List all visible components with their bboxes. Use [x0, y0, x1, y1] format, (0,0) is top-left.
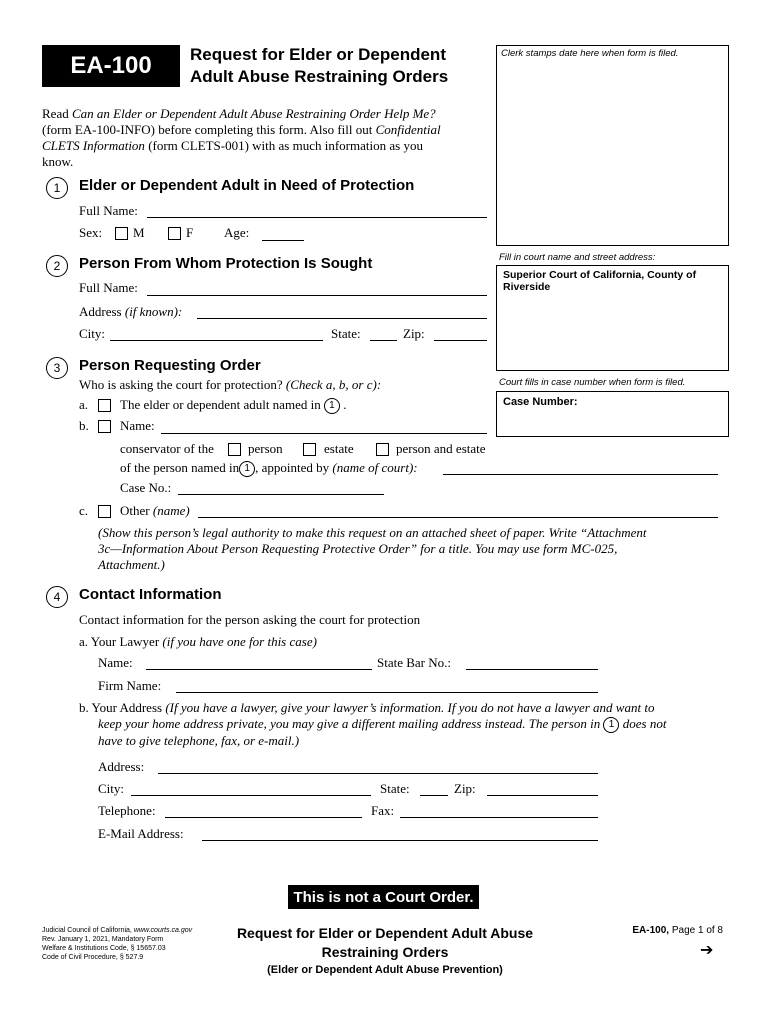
s4-telephone-field[interactable]: [165, 817, 362, 818]
ref-section-1: 1: [603, 717, 619, 733]
form-id-badge: [42, 45, 180, 87]
title-line-1: Request for Elder or Dependent: [190, 45, 446, 64]
s4-state-field[interactable]: [420, 795, 448, 796]
s3-c-checkbox[interactable]: [98, 505, 111, 518]
clets-form-link[interactable]: CLETS Information: [42, 138, 145, 153]
s3-a-text: The elder or dependent adult named in 1 .: [120, 397, 346, 414]
s2-full-name-label: Full Name:: [79, 280, 138, 295]
s4-fax-field[interactable]: [400, 817, 598, 818]
section-3-title: Person Requesting Order: [79, 357, 261, 374]
s4-firm-label: Firm Name:: [98, 678, 162, 693]
s4-state-label: State:: [380, 781, 410, 796]
section-2-number: 2: [46, 255, 68, 277]
s3-c-other-field[interactable]: [198, 517, 718, 518]
court-name-value: Superior Court of California, County of Riverside: [503, 269, 697, 293]
case-number-label: Case Number:: [503, 396, 578, 408]
s3-person-estate-checkbox[interactable]: [376, 443, 389, 456]
case-box-label: Court fills in case number when form is filed.: [499, 377, 686, 388]
s3-court-name-field[interactable]: [443, 474, 718, 475]
section-1-title: Elder or Dependent Adult in Need of Protection: [79, 177, 415, 194]
s2-address-field[interactable]: [197, 318, 487, 319]
s4-a-label: a. Your Lawyer (if you have one for this case): [79, 634, 317, 649]
court-name-box[interactable]: [496, 265, 729, 371]
s3-b-checkbox[interactable]: [98, 420, 111, 433]
s4-lawyer-name-label: Name:: [98, 655, 133, 670]
s4-bar-field[interactable]: [466, 669, 598, 670]
s3-person-label: person: [248, 441, 283, 456]
s3-c-text: Other (name): [120, 503, 190, 518]
s3-conservator-label: conservator of the: [120, 441, 214, 456]
court-box-label: Fill in court name and street address:: [499, 252, 656, 263]
s3-case-no-field[interactable]: [178, 494, 384, 495]
info-form-link[interactable]: Can an Elder or Dependent Adult Abuse Restraining Order Help Me?: [71, 106, 436, 121]
s3-case-no-label: Case No.:: [120, 480, 172, 495]
ref-section-1: 1: [239, 461, 255, 477]
s4-fax-label: Fax:: [371, 803, 395, 818]
s3-a-letter: a.: [79, 397, 89, 412]
s3-b-letter: b.: [79, 418, 89, 433]
s4-telephone-label: Telephone:: [98, 803, 156, 818]
s2-full-name-field[interactable]: [147, 295, 487, 296]
not-court-order-banner: This is not a Court Order.: [288, 885, 479, 909]
s4-firm-field[interactable]: [176, 692, 598, 693]
clerk-stamp-label: Clerk stamps date here when form is filed.: [501, 48, 679, 59]
form-id: EA-100: [70, 52, 152, 79]
s4-city-label: City:: [98, 781, 125, 796]
s4-bar-label: State Bar No.:: [377, 655, 452, 670]
section-3-number: 3: [46, 357, 68, 379]
section-1-number: 1: [46, 177, 68, 199]
s4-b-text: b. Your Address (If you have a lawyer, give your lawyer’s information. If you do not have a lawyer and want to keep your home address private, you may give a different mailing address instead. The person in 1 does not have to give telephone, fax, or e-mail.): [79, 700, 667, 749]
s2-zip-label: Zip:: [403, 326, 425, 341]
s4-lawyer-name-field[interactable]: [146, 669, 372, 670]
s3-a-checkbox[interactable]: [98, 399, 111, 412]
s4-email-field[interactable]: [202, 840, 598, 841]
s1-sex-m-label: M: [133, 225, 145, 240]
s3-estate-checkbox[interactable]: [303, 443, 316, 456]
s3-b-name-field[interactable]: [161, 433, 487, 434]
s3-note: (Show this person’s legal authority to make this request on an attached sheet of paper. Write “Attachment 3c—Information About Person Requesting Protective Order” for a title. You may use form MC-025, Attachment.): [98, 525, 647, 572]
s4-zip-label: Zip:: [454, 781, 476, 796]
s1-age-field[interactable]: [262, 240, 304, 241]
s3-c-letter: c.: [79, 503, 89, 518]
s1-full-name-label: Full Name:: [79, 203, 138, 218]
s2-city-field[interactable]: [110, 340, 323, 341]
s3-of-person-text: of the person named in 1 , appointed by (name of court):: [120, 460, 418, 477]
s1-age-label: Age:: [224, 225, 250, 240]
s2-city-label: City:: [79, 326, 106, 341]
intro-text: Read Can an Elder or Dependent Adult Abuse Restraining Order Help Me? (form EA-100-INFO) before completing this form. Also fill out Confidential CLETS Information (form CLETS-001) with as much information as you know.: [42, 106, 441, 169]
s2-address-label: Address (if known):: [79, 304, 183, 319]
title-line-2: Adult Abuse Restraining Orders: [190, 67, 449, 86]
footer-left: Judicial Council of California, www.courts.ca.gov Rev. January 1, 2021, Mandatory Form Welfare & Institutions Code, § 15657.03 Code of Civil Procedure, § 527.9: [42, 927, 193, 961]
ref-section-1: 1: [324, 398, 340, 414]
s1-sex-m-checkbox[interactable]: [115, 227, 128, 240]
s3-question: Who is asking the court for protection? (Check a, b, or c):: [79, 377, 382, 392]
s4-intro: Contact information for the person asking the court for protection: [79, 612, 421, 627]
section-2-title: Person From Whom Protection Is Sought: [79, 255, 373, 272]
case-number-box[interactable]: [496, 391, 729, 437]
next-page-arrow-icon[interactable]: ➔: [700, 942, 714, 959]
s4-email-label: E-Mail Address:: [98, 826, 184, 841]
s3-estate-label: estate: [324, 441, 354, 456]
s4-address-label: Address:: [98, 759, 145, 774]
form-title: [190, 44, 490, 88]
s3-person-checkbox[interactable]: [228, 443, 241, 456]
s3-person-estate-label: person and estate: [396, 441, 486, 456]
s3-b-name-label: Name:: [120, 418, 155, 433]
s4-address-field[interactable]: [158, 773, 598, 774]
s1-sex-label: Sex:: [79, 225, 103, 240]
s1-sex-f-checkbox[interactable]: [168, 227, 181, 240]
clerk-stamp-box: [496, 45, 729, 246]
s1-full-name-field[interactable]: [147, 217, 487, 218]
s4-zip-field[interactable]: [487, 795, 598, 796]
s4-city-field[interactable]: [131, 795, 371, 796]
s2-state-field[interactable]: [370, 340, 397, 341]
footer-center: Request for Elder or Dependent Adult Abuse Restraining Orders (Elder or Dependent Adult Abuse Prevention): [236, 925, 534, 976]
s2-state-label: State:: [331, 326, 361, 341]
courts-website-link[interactable]: www.courts.ca.gov: [133, 927, 193, 934]
s1-sex-f-label: F: [186, 225, 194, 240]
footer-page-info: EA-100, Page 1 of 8: [632, 925, 723, 936]
section-4-number: 4: [46, 586, 68, 608]
section-4-title: Contact Information: [79, 586, 222, 603]
s2-zip-field[interactable]: [434, 340, 487, 341]
